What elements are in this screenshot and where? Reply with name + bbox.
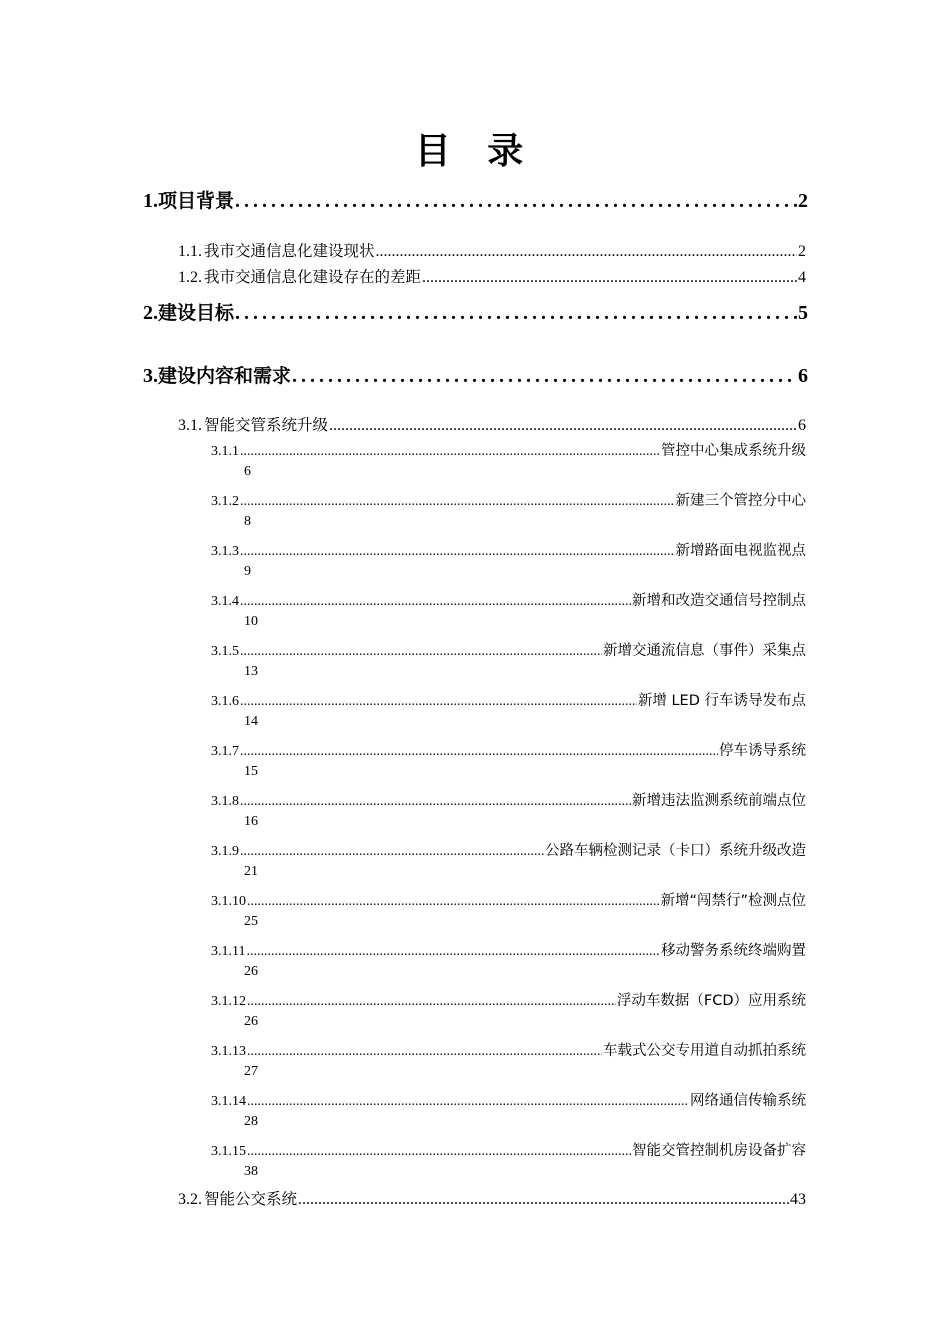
dot-leader: [240, 544, 675, 560]
toc-entry-3-2[interactable]: [178, 1187, 806, 1209]
toc-entry-number: 3.2.: [178, 1191, 202, 1208]
toc-entry-3-1-12[interactable]: [211, 989, 806, 1009]
dot-leader: [247, 1144, 631, 1160]
toc-entry-3-1-8[interactable]: [211, 789, 806, 809]
toc-entry-3-1-11[interactable]: [211, 939, 806, 959]
toc-entry-page[interactable]: 28: [244, 1114, 258, 1129]
toc-entry-number: 3.1.3: [211, 544, 239, 559]
toc-entry-text: 建设目标: [158, 302, 235, 324]
dot-leader: [240, 594, 631, 610]
toc-entry-number: 3.1.7: [211, 744, 239, 759]
toc-entry-page[interactable]: 6: [244, 464, 251, 479]
toc-entry-page[interactable]: 9: [244, 564, 251, 579]
dot-leader: [247, 894, 659, 910]
toc-entry-text: 车载式公交专用道自动抓拍系统: [603, 1043, 806, 1059]
dot-leader: [246, 944, 660, 960]
toc-entry-3-1-2[interactable]: [211, 489, 806, 509]
toc-entry-page: 6: [798, 365, 808, 387]
dot-leader: [376, 243, 797, 261]
dot-leader: [240, 444, 660, 460]
toc-entry-number: 2.: [143, 302, 158, 324]
toc-entry-3-1[interactable]: [178, 413, 806, 435]
toc-entry-page[interactable]: 26: [244, 1014, 258, 1029]
toc-entry-page[interactable]: 27: [244, 1064, 258, 1079]
dot-leader: [240, 494, 675, 510]
toc-entry-text: 新增“闯禁行”检测点位: [660, 893, 806, 909]
toc-entry-number: 3.1.11: [211, 944, 246, 959]
dot-leader: [247, 994, 616, 1010]
toc-entry-page: 5: [798, 302, 808, 324]
dot-leader: [235, 302, 797, 325]
toc-entry-text: 智能交管系统升级: [204, 416, 329, 434]
toc-entry-text: 智能交管控制机房设备扩容: [632, 1143, 806, 1159]
toc-entry-page[interactable]: 10: [244, 614, 258, 629]
toc-entry-text: 我市交通信息化建设现状: [204, 242, 375, 260]
toc-entry-page[interactable]: 14: [244, 714, 258, 729]
dot-leader: [240, 844, 544, 860]
toc-entry-3-1-3[interactable]: [211, 539, 806, 559]
toc-entry-page: 6: [798, 417, 806, 434]
toc-entry-page[interactable]: 15: [244, 764, 258, 779]
toc-entry-number: 3.1.10: [211, 894, 246, 909]
toc-entry-3-1-4[interactable]: [211, 589, 806, 609]
toc-entry-page[interactable]: 21: [244, 864, 258, 879]
toc-entry-3-1-14[interactable]: [211, 1089, 806, 1109]
toc-entry-number: 3.1.8: [211, 794, 239, 809]
toc-entry-1-1[interactable]: [178, 239, 806, 261]
page-title: 目 录: [414, 131, 536, 172]
toc-entry-number: 3.1.4: [211, 594, 239, 609]
dot-leader: [329, 417, 797, 435]
toc-entry-3-1-10[interactable]: [211, 889, 806, 909]
toc-entry-text: 网络通信传输系统: [690, 1093, 806, 1109]
toc-entry-3-1-6[interactable]: [211, 689, 806, 709]
toc-entry-text: 停车诱导系统: [719, 743, 806, 759]
toc-entry-number: 3.1.9: [211, 844, 239, 859]
toc-entry-number: 3.1.15: [211, 1144, 246, 1159]
toc-entry-page: 2: [798, 243, 806, 260]
toc-entry-number: 1.1.: [178, 243, 202, 260]
toc-entry-text: 浮动车数据（FCD）应用系统: [616, 993, 806, 1009]
toc-entry-3[interactable]: [143, 361, 808, 391]
toc-entry-1[interactable]: [143, 186, 808, 216]
toc-entry-number: 1.2.: [178, 269, 202, 286]
toc-entry-page[interactable]: 38: [244, 1164, 258, 1179]
toc-entry-page: 4: [798, 269, 806, 286]
toc-entry-number: 3.1.13: [211, 1044, 246, 1059]
toc-entry-text: 新增和改造交通信号控制点: [632, 593, 806, 609]
toc-entry-3-1-7[interactable]: [211, 739, 806, 759]
toc-entry-number: 3.: [143, 365, 158, 387]
toc-entry-number: 3.1.5: [211, 644, 239, 659]
toc-entry-text: 新增路面电视监视点: [675, 543, 806, 559]
toc-entry-3-1-15[interactable]: [211, 1139, 806, 1159]
toc-entry-3-1-13[interactable]: [211, 1039, 806, 1059]
toc-entry-text: 公路车辆检测记录（卡口）系统升级改造: [545, 843, 806, 859]
toc-entry-page[interactable]: 25: [244, 914, 258, 929]
toc-entry-number: 3.1.1: [211, 444, 239, 459]
toc-entry-number: 3.1.: [178, 417, 202, 434]
toc-entry-page: 43: [790, 1191, 806, 1208]
toc-entry-number: 3.1.12: [211, 994, 246, 1009]
toc-entry-3-1-1[interactable]: [211, 439, 806, 459]
dot-leader: [422, 269, 797, 287]
toc-entry-number: 3.1.6: [211, 694, 239, 709]
toc-entry-page[interactable]: 26: [244, 964, 258, 979]
dot-leader: [240, 794, 631, 810]
dot-leader: [247, 1044, 602, 1060]
toc-entry-text: 移动警务系统终端购置: [661, 943, 806, 959]
toc-entry-3-1-5[interactable]: [211, 639, 806, 659]
toc-entry-number: 3.1.14: [211, 1094, 246, 1109]
toc-entry-text: 项目背景: [158, 190, 235, 212]
toc-entry-3-1-9[interactable]: [211, 839, 806, 859]
dot-leader: [240, 744, 718, 760]
toc-entry-text: 新增交通流信息（事件）采集点: [603, 643, 806, 659]
dot-leader: [292, 365, 797, 388]
toc-entry-text: 我市交通信息化建设存在的差距: [204, 268, 422, 286]
dot-leader: [247, 1094, 689, 1110]
toc-entry-2[interactable]: [143, 298, 808, 328]
dot-leader: [235, 190, 797, 213]
toc-entry-text: 管控中心集成系统升级: [661, 443, 806, 459]
dot-leader: [240, 694, 637, 710]
dot-leader: [298, 1191, 789, 1209]
toc-entry-page[interactable]: 16: [244, 814, 258, 829]
toc-entry-number: 1.: [143, 190, 158, 212]
toc-entry-text: 新建三个管控分中心: [675, 493, 806, 509]
dot-leader: [240, 644, 602, 660]
toc-entry-page[interactable]: 8: [244, 514, 251, 529]
toc-entry-number: 3.1.2: [211, 494, 239, 509]
toc-entry-text: 建设内容和需求: [158, 365, 292, 387]
toc-entry-page: 2: [798, 190, 808, 212]
toc-entry-text: 新增违法监测系统前端点位: [632, 793, 806, 809]
toc-entry-page[interactable]: 13: [244, 664, 258, 679]
toc-entry-text: 新增 LED 行车诱导发布点: [637, 693, 806, 709]
toc-entry-text: 智能公交系统: [204, 1190, 298, 1208]
toc-entry-1-2[interactable]: [178, 265, 806, 287]
